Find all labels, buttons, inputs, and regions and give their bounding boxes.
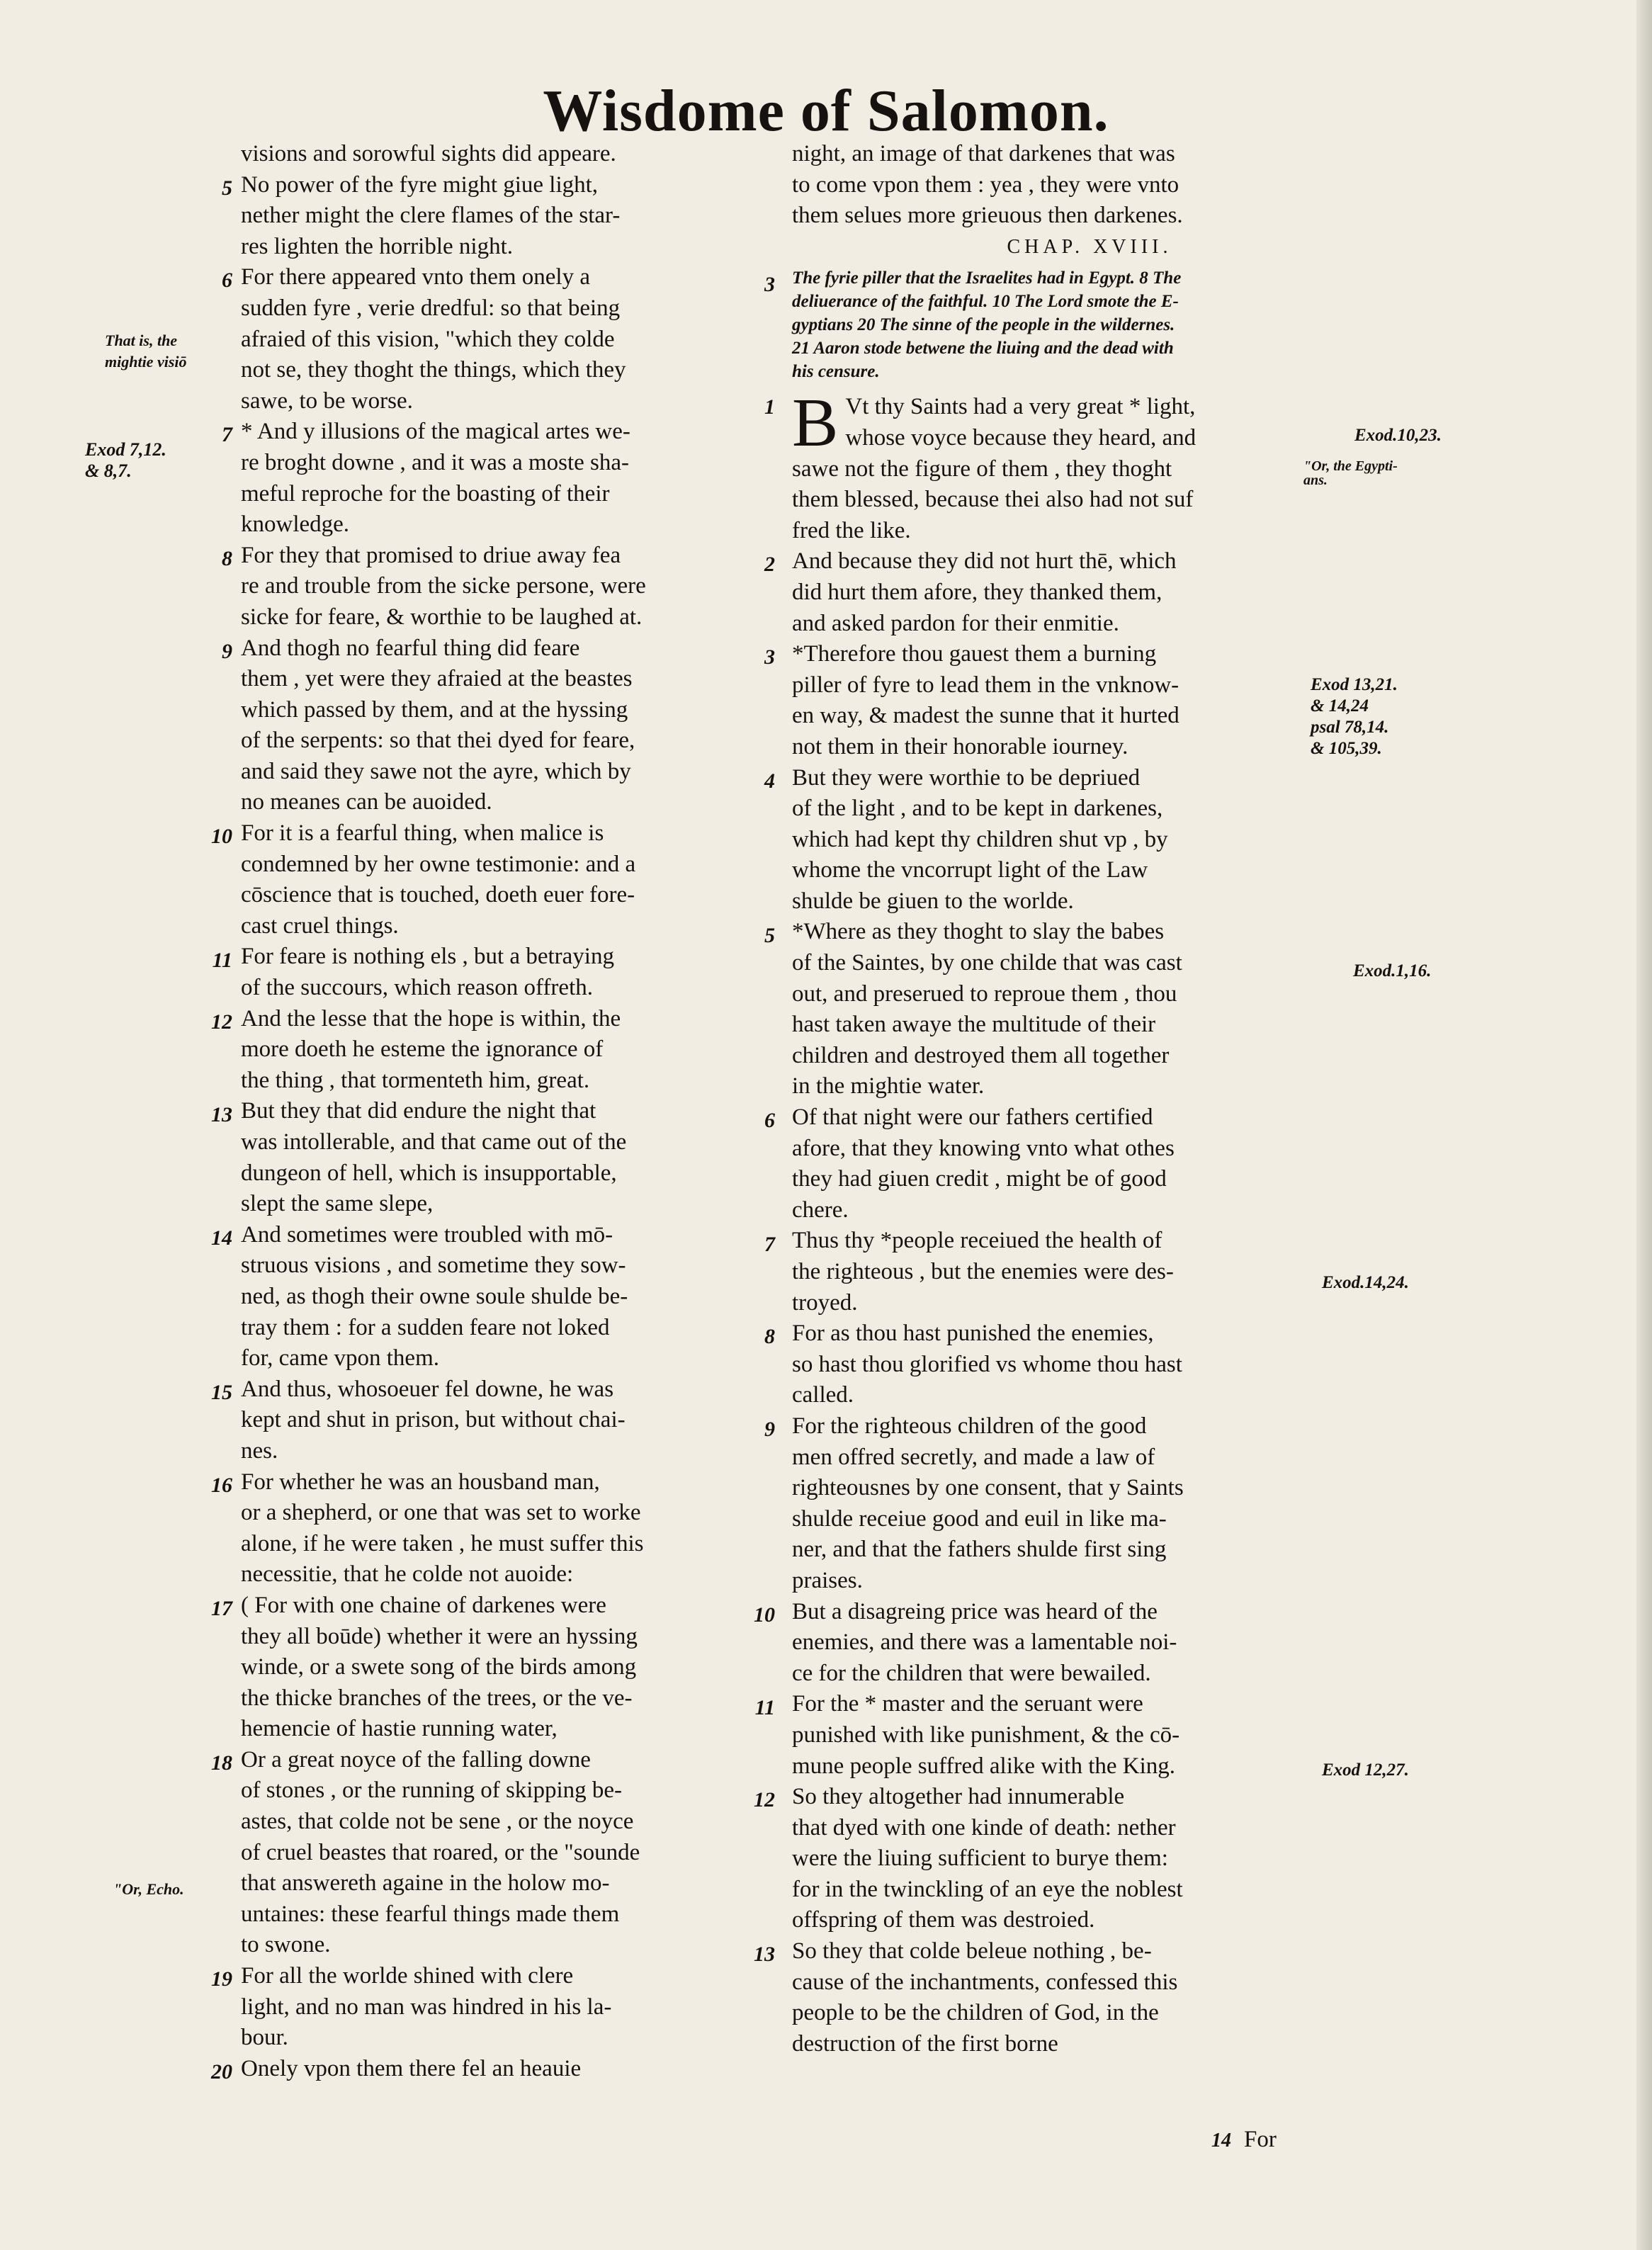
text-line: bour. [241, 2025, 288, 2051]
text-line: For feare is nothing els , but a betraying [241, 944, 614, 970]
text-line: afore, that they knowing vnto what othes [792, 1135, 1175, 1161]
verse-number: 19 [211, 1967, 232, 1991]
text-line: For the righteous children of the good [792, 1413, 1147, 1439]
text-line: sicke for feare, & worthie to be laughed at. [241, 604, 643, 630]
text-line: destruction of the first borne [792, 2030, 1058, 2057]
text-line: meful reproche for the boasting of their [241, 480, 610, 507]
text-line: hemencie of hastie running water, [241, 1716, 558, 1742]
text-line: men offred secretly, and made a law of [792, 1444, 1155, 1470]
verse-number: 8 [222, 546, 232, 570]
verse-number: 14 [211, 1226, 232, 1250]
verse-number: 5 [764, 923, 775, 947]
text-line: But a disagreing price was heard of the [792, 1598, 1158, 1624]
text-line: of cruel beastes that roared, or the "sounde [241, 1839, 640, 1865]
text-line: * And y illusions of the magical artes we- [241, 419, 630, 445]
text-line: ned, as thogh their owne soule shulde be- [241, 1283, 628, 1309]
text-line: enemies, and there was a lamentable noi- [792, 1629, 1177, 1656]
text-line: was intollerable, and that came out of the [241, 1129, 627, 1155]
catchword-number: 14 [1211, 2130, 1231, 2152]
catchword-text: For [1244, 2127, 1277, 2152]
text-line: tray them : for a sudden feare not loked [241, 1314, 610, 1340]
verse-number: 7 [764, 1232, 775, 1256]
text-line: not se, they thoght the things, which they [241, 357, 626, 383]
verse-number: 9 [764, 1418, 775, 1442]
verse-number: 5 [222, 176, 232, 200]
text-line: chere. [792, 1197, 849, 1223]
text-line: them blessed, because thei also had not suf [792, 487, 1194, 513]
text-line: cōscience that is touched, doeth euer fore- [241, 882, 635, 908]
text-line: the righteous , but the enemies were des- [792, 1259, 1174, 1284]
text-line: So they that colde beleue nothing , be- [792, 1938, 1152, 1964]
left-column [211, 139, 808, 2084]
text-line: and asked pardon for their enmitie. [792, 610, 1119, 636]
text-line: in the mightie water. [792, 1073, 985, 1099]
verse-number: 6 [764, 1109, 775, 1133]
text-line: Onely vpon them there fel an heauie [241, 2055, 582, 2081]
verse-number: 17 [211, 1597, 232, 1621]
text-line: untaines: these fearful things made them [241, 1901, 620, 1927]
verse-number: 20 [211, 2060, 232, 2084]
text-line: afraied of this vision, "which they colde [241, 326, 615, 352]
text-line: were the liuing sufficient to burye them: [792, 1845, 1168, 1872]
page-title: Wisdome of Salomon. [543, 78, 1109, 144]
verse-number: 16 [211, 1473, 232, 1497]
drop-cap-letter: B [792, 385, 839, 462]
text-line: more doeth he esteme the ignorance of [241, 1036, 604, 1063]
text-line: sudden fyre , verie dredful: so that being [241, 295, 621, 321]
text-line: And thogh no fearful thing did feare [241, 635, 580, 661]
margin-note: Exod.10,23. [1354, 426, 1442, 445]
text-line: them selues more grieuous then darkenes. [792, 203, 1183, 229]
verse-number: 11 [754, 1695, 775, 1719]
text-line: Of that night were our fathers certified [792, 1104, 1153, 1131]
text-line: cast cruel things. [241, 912, 399, 939]
text-line: condemned by her owne testimonie: and a [241, 851, 636, 877]
verse-number: 12 [211, 1010, 232, 1034]
text-line: piller of fyre to lead them in the vnknow- [792, 672, 1179, 698]
text-line: For there appeared vnto them onely a [241, 264, 590, 290]
text-line: No power of the fyre might giue light, [241, 171, 599, 198]
verse-number: 2 [764, 553, 775, 577]
text-line: of the Saintes, by one childe that was cast [792, 950, 1182, 976]
verse-number: 4 [764, 769, 775, 793]
text-line: they had giuen credit , might be of good [792, 1166, 1167, 1192]
text-line: But they that did endure the night that [241, 1098, 596, 1124]
text-line: For the * master and the seruant were [792, 1691, 1143, 1717]
text-line: or a shepherd, or one that was set to worke [241, 1500, 641, 1526]
text-line: For it is a fearful thing, when malice is [241, 820, 604, 847]
text-line: the thicke branches of the trees, or the ve- [241, 1685, 633, 1711]
text-line: visions and sorowful sights did appeare. [241, 141, 616, 166]
text-line: shulde receiue good and euil in like ma- [792, 1505, 1167, 1532]
verse-number: 1 [764, 395, 775, 419]
margin-note: Exod 7,12. & 8,7. [85, 439, 166, 481]
text-line: res lighten the horrible night. [241, 233, 513, 259]
text-line: which had kept thy children shut vp , by [792, 826, 1168, 852]
text-line: knowledge. [241, 511, 350, 538]
margin-note: Exod 13,21. & 14,24 psal 78,14. & 105,39. [1311, 675, 1398, 758]
catchword [1211, 2127, 1277, 2153]
text-line: light, and no man was hindred in his la- [241, 1994, 612, 2020]
text-line: for, came vpon them. [241, 1345, 440, 1372]
text-line: punished with like punishment, & the cō- [792, 1722, 1180, 1748]
text-line: night, an image of that darkenes that was [792, 141, 1175, 166]
drop-cap-paragraph [764, 385, 1359, 462]
text-line: slept the same slepe, [241, 1191, 434, 1217]
text-line: winde, or a swete song of the birds among [241, 1654, 637, 1680]
text-line: to come vpon them : yea , they were vnto [792, 171, 1179, 198]
text-line: *Therefore thou gauest them a burning [792, 641, 1157, 667]
text-line: whome the vncorrupt light of the Law [792, 857, 1148, 883]
text-line: And sometimes were troubled with mō- [241, 1221, 613, 1248]
text-line: children and destroyed them all together [792, 1042, 1170, 1068]
verse-number: 10 [754, 1602, 775, 1627]
text-line: of the light , and to be kept in darkenes, [792, 796, 1163, 822]
text-line: righteousnes by one consent, that y Saints [792, 1475, 1184, 1501]
text-line: cause of the inchantments, confessed this [792, 1969, 1178, 1995]
text-line: them , yet were they afraied at the beastes [241, 666, 633, 692]
text-line: nes. [241, 1437, 278, 1464]
text-line: sawe, to be worse. [241, 388, 413, 414]
verse-number: 10 [211, 825, 232, 849]
text-line: fred the like. [792, 517, 911, 543]
chapter-heading: CHAP. XVIII. [1007, 235, 1172, 258]
verse-number: 13 [211, 1102, 232, 1126]
verse-number: 3 [764, 645, 775, 669]
verse-number: 9 [222, 639, 232, 663]
text-line: ce for the children that were bewailed. [792, 1660, 1151, 1686]
text-line: Vt thy Saints had a very great * light, [845, 394, 1196, 420]
verse-number: 13 [754, 1943, 775, 1967]
text-line: For all the worlde shined with clere [241, 1963, 574, 1989]
text-line: For whether he was an housband man, [241, 1469, 600, 1495]
margin-note: Exod 12,27. [1322, 1760, 1409, 1780]
verse-number: 18 [211, 1751, 232, 1775]
text-line: not them in their honorable iourney. [792, 733, 1128, 759]
page-edge-shadow [1636, 0, 1652, 2250]
text-line: so hast thou glorified vs whome thou hast [792, 1351, 1182, 1377]
text-line: Thus thy *people receiued the health of [792, 1228, 1162, 1254]
text-line: *Where as they thoght to slay the babes [792, 919, 1165, 945]
text-line: struous visions , and sometime they sow- [241, 1253, 626, 1279]
text-line: dungeon of hell, which is insupportable, [241, 1160, 617, 1186]
text-line: And the lesse that the hope is within, the [241, 1005, 621, 1031]
text-line: Or a great noyce of the falling downe [241, 1746, 591, 1773]
margin-note: "Or, Echo. [113, 1880, 184, 1898]
text-line: mune people suffred alike with the King. [792, 1753, 1176, 1779]
text-line: they all boūde) whether it were an hyssing [241, 1623, 638, 1649]
text-line: nether might the clere flames of the star- [241, 203, 621, 229]
verse-number: 6 [222, 268, 232, 293]
text-line: for in the twinckling of an eye the noblest [792, 1876, 1183, 1902]
text-line: shulde be giuen to the worlde. [792, 888, 1074, 914]
margin-note: Exod.1,16. [1353, 961, 1432, 980]
text-line: which passed by them, and at the hyssing [241, 696, 628, 723]
text-line: And thus, whosoeuer fel downe, he was [241, 1376, 614, 1402]
chapter-summary: The fyrie piller that the Israelites had in Egypt. 8 The deliuerance of the faithful. 10 The Lord smote the E- gyptians 20 The sinne of the people in the wildernes. 21 Aaron stode betwene the liuing and the dead with his censure. [792, 268, 1182, 382]
text-line: and said they sawe not the ayre, which by [241, 758, 631, 784]
summary-number: 3 [764, 273, 775, 297]
text-line: no meanes can be auoided. [241, 789, 492, 815]
text-line: of stones , or the running of skipping be- [241, 1777, 623, 1804]
text-line: whose voyce because they heard, and [845, 424, 1196, 451]
text-line: ( For with one chaine of darkenes were [241, 1592, 606, 1618]
verse-number: 11 [212, 948, 232, 972]
text-line: to swone. [241, 1932, 331, 1958]
text-line: the thing , that tormenteth him, great. [241, 1067, 590, 1093]
text-line: For they that promised to driue away fea [241, 542, 621, 568]
text-line: alone, if he were taken , he must suffer this [241, 1530, 644, 1556]
text-line: of the succours, which reason offreth. [241, 975, 593, 1001]
verse-number: 15 [211, 1381, 232, 1404]
text-line: praises. [792, 1567, 863, 1593]
right-column [754, 139, 1359, 2059]
text-line: astes, that colde not be sene , or the noyce [241, 1809, 634, 1835]
text-line: re and trouble from the sicke persone, were [241, 573, 646, 599]
text-line: necessitie, that he colde not auoide: [241, 1561, 574, 1588]
text-line: And because they did not hurt thē, which [792, 548, 1177, 575]
margin-note: Exod.14,24. [1322, 1273, 1409, 1292]
text-line: that dyed with one kinde of death: nether [792, 1814, 1176, 1841]
text-line: that answereth againe in the holow mo- [241, 1870, 610, 1896]
text-line: But they were worthie to be depriued [792, 764, 1141, 791]
text-line: For as thou hast punished the enemies, [792, 1321, 1154, 1347]
text-line: troyed. [792, 1289, 858, 1316]
text-line: en way, & madest the sunne that it hurted [792, 703, 1179, 729]
text-line: offspring of them was destroied. [792, 1907, 1095, 1933]
text-line: hast taken awaye the multitude of their [792, 1012, 1156, 1038]
margin-note: "Or, the Egypti- ans. [1303, 458, 1398, 488]
text-line: of the serpents: so that thei dyed for feare, [241, 728, 635, 754]
text-line: people to be the children of God, in the [792, 2000, 1159, 2026]
text-line: out, and preserued to reproue them , thou [792, 980, 1177, 1007]
text-line: did hurt them afore, they thanked them, [792, 579, 1162, 605]
text-line: So they altogether had innumerable [792, 1784, 1125, 1810]
margin-note: That is, the mightie visiō [105, 332, 187, 371]
text-line: sawe not the figure of them , they thoght [792, 456, 1172, 482]
verse-number: 12 [754, 1788, 775, 1812]
text-line: ner, and that the fathers shulde first sing [792, 1537, 1167, 1563]
text-line: re broght downe , and it was a moste sha- [241, 449, 630, 475]
text-line: kept and shut in prison, but without chai- [241, 1407, 626, 1433]
verse-number: 7 [222, 423, 232, 447]
verse-number: 8 [764, 1325, 775, 1349]
text-line: called. [792, 1382, 854, 1408]
